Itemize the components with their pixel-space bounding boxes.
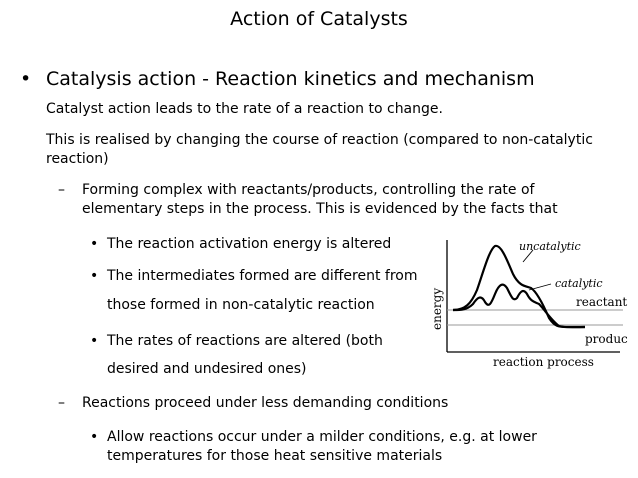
dash-icon: – <box>58 395 65 411</box>
sub-point-2-bullet-line-1: Allow reactions occur under a milder conditions, e.g. at lower <box>107 429 537 445</box>
dash-icon: – <box>58 182 65 198</box>
bullet-icon: • <box>90 268 99 284</box>
catalytic-pointer <box>529 284 551 290</box>
main-bullet <box>20 68 580 92</box>
sub-point-2-bullet-line-2: temperatures for those heat sensitive materials <box>107 448 443 464</box>
catalytic-label: catalytic <box>555 277 603 290</box>
y-axis-label: energy <box>430 287 444 330</box>
bullet-icon: • <box>90 236 99 252</box>
main-bullet-text: Catalysis action - Reaction kinetics and mechanism <box>46 68 535 90</box>
slide-title: Action of Catalysts <box>230 8 408 30</box>
sub-point-1-line-1: Forming complex with reactants/products, controlling the rate of <box>82 182 535 198</box>
fact-2-line-1: The intermediates formed are different from <box>107 268 418 284</box>
sub-point-2 <box>58 394 578 413</box>
x-axis-label: reaction process <box>493 355 594 369</box>
sub-point-1 <box>58 181 578 219</box>
fact-3-line-2: desired and undesired ones) <box>107 361 307 377</box>
reactant-label: reactant <box>576 295 628 309</box>
paragraph-1: Catalyst action leads to the rate of a reaction to change. <box>46 101 443 117</box>
fact-3-line-1: The rates of reactions are altered (both <box>107 333 383 349</box>
fact-3 <box>90 332 420 382</box>
paragraph-2-line-2: reaction) <box>46 151 109 167</box>
fact-2-line-2: those formed in non-catalytic reaction <box>107 297 375 313</box>
sub-point-2-bullet <box>90 428 600 466</box>
paragraph-2-line-1: This is realised by changing the course of reaction (compared to non-catalytic <box>46 132 593 148</box>
sub-point-2-text: Reactions proceed under less demanding conditions <box>82 395 449 411</box>
bullet-icon: • <box>20 68 32 90</box>
energy-diagram <box>425 228 628 374</box>
bullet-icon: • <box>90 333 99 349</box>
uncatalytic-label: uncatalytic <box>519 240 581 253</box>
fact-1-text: The reaction activation energy is altered <box>107 236 392 252</box>
fact-2 <box>90 267 420 323</box>
fact-1 <box>90 235 410 254</box>
catalytic-curve <box>453 285 585 328</box>
product-label: produc <box>585 332 628 346</box>
sub-point-1-line-2: elementary steps in the process. This is evidenced by the facts that <box>82 201 558 217</box>
bullet-icon: • <box>90 429 99 445</box>
